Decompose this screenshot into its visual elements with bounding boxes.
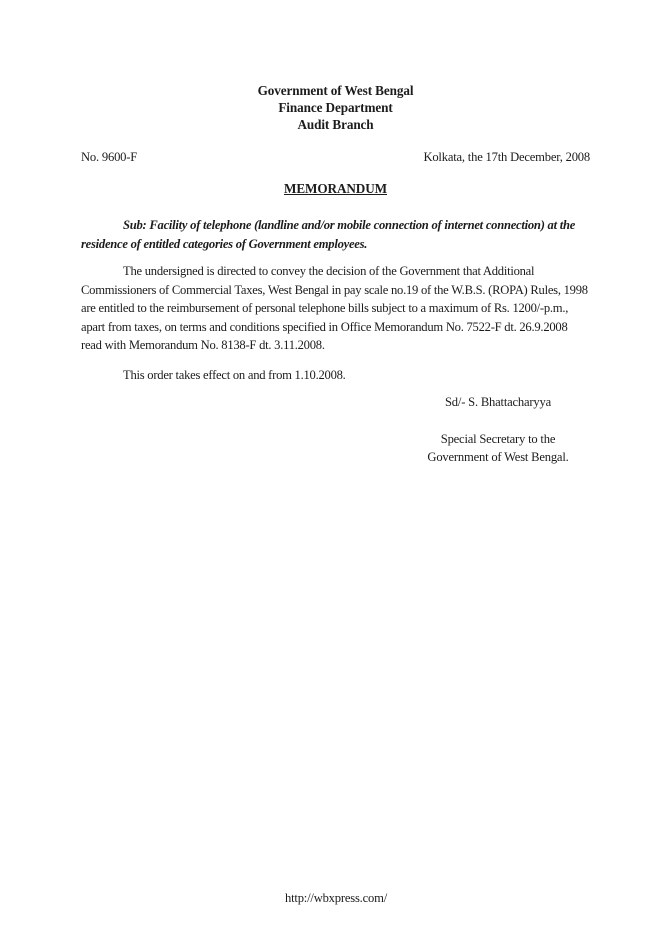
- place-date: Kolkata, the 17th December, 2008: [423, 150, 590, 164]
- reference-line: [81, 148, 590, 166]
- body-paragraph-1: The undersigned is directed to convey the decision of the Government that Additional Commissioners of Commercial Taxes, West Bengal in pay scale no.19 of the W.B.S. (ROPA) Rules, 1998 are entitled to the reimbursement of personal telephone bills subject to a maximum of Rs. 1200/-p.m., apart from taxes, on terms and conditions specified in Office Memorandum No. 7522-F dt. 26.9.2008 read with Memorandum No. 8138-F dt. 3.11.2008.: [81, 264, 588, 353]
- memo-title: MEMORANDUM: [283, 181, 387, 196]
- signed-by: Sd/- S. Bhattacharyya: [445, 394, 551, 409]
- designation: [406, 430, 590, 466]
- subject-line: Sub: Facility of telephone (landline and/or mobile connection of internet connection) at the residence of entitled categories of Government employees.: [81, 218, 576, 251]
- letterhead-branch: Audit Branch: [297, 117, 374, 132]
- memo-number: No. 9600-F: [81, 150, 138, 164]
- page-footer: [0, 889, 672, 907]
- designation-line-1: Special Secretary to the: [440, 431, 556, 446]
- letterhead-government: Government of West Bengal: [257, 83, 414, 98]
- letterhead-department: Finance Department: [278, 100, 393, 115]
- body-paragraph-2: This order takes effect on and from 1.10.2008.: [123, 367, 346, 382]
- footer-url-link[interactable]: http://wbxpress.com/: [285, 891, 387, 905]
- designation-line-2: Government of West Bengal.: [427, 449, 569, 464]
- letterhead: [81, 82, 590, 133]
- signature-block: [406, 393, 590, 466]
